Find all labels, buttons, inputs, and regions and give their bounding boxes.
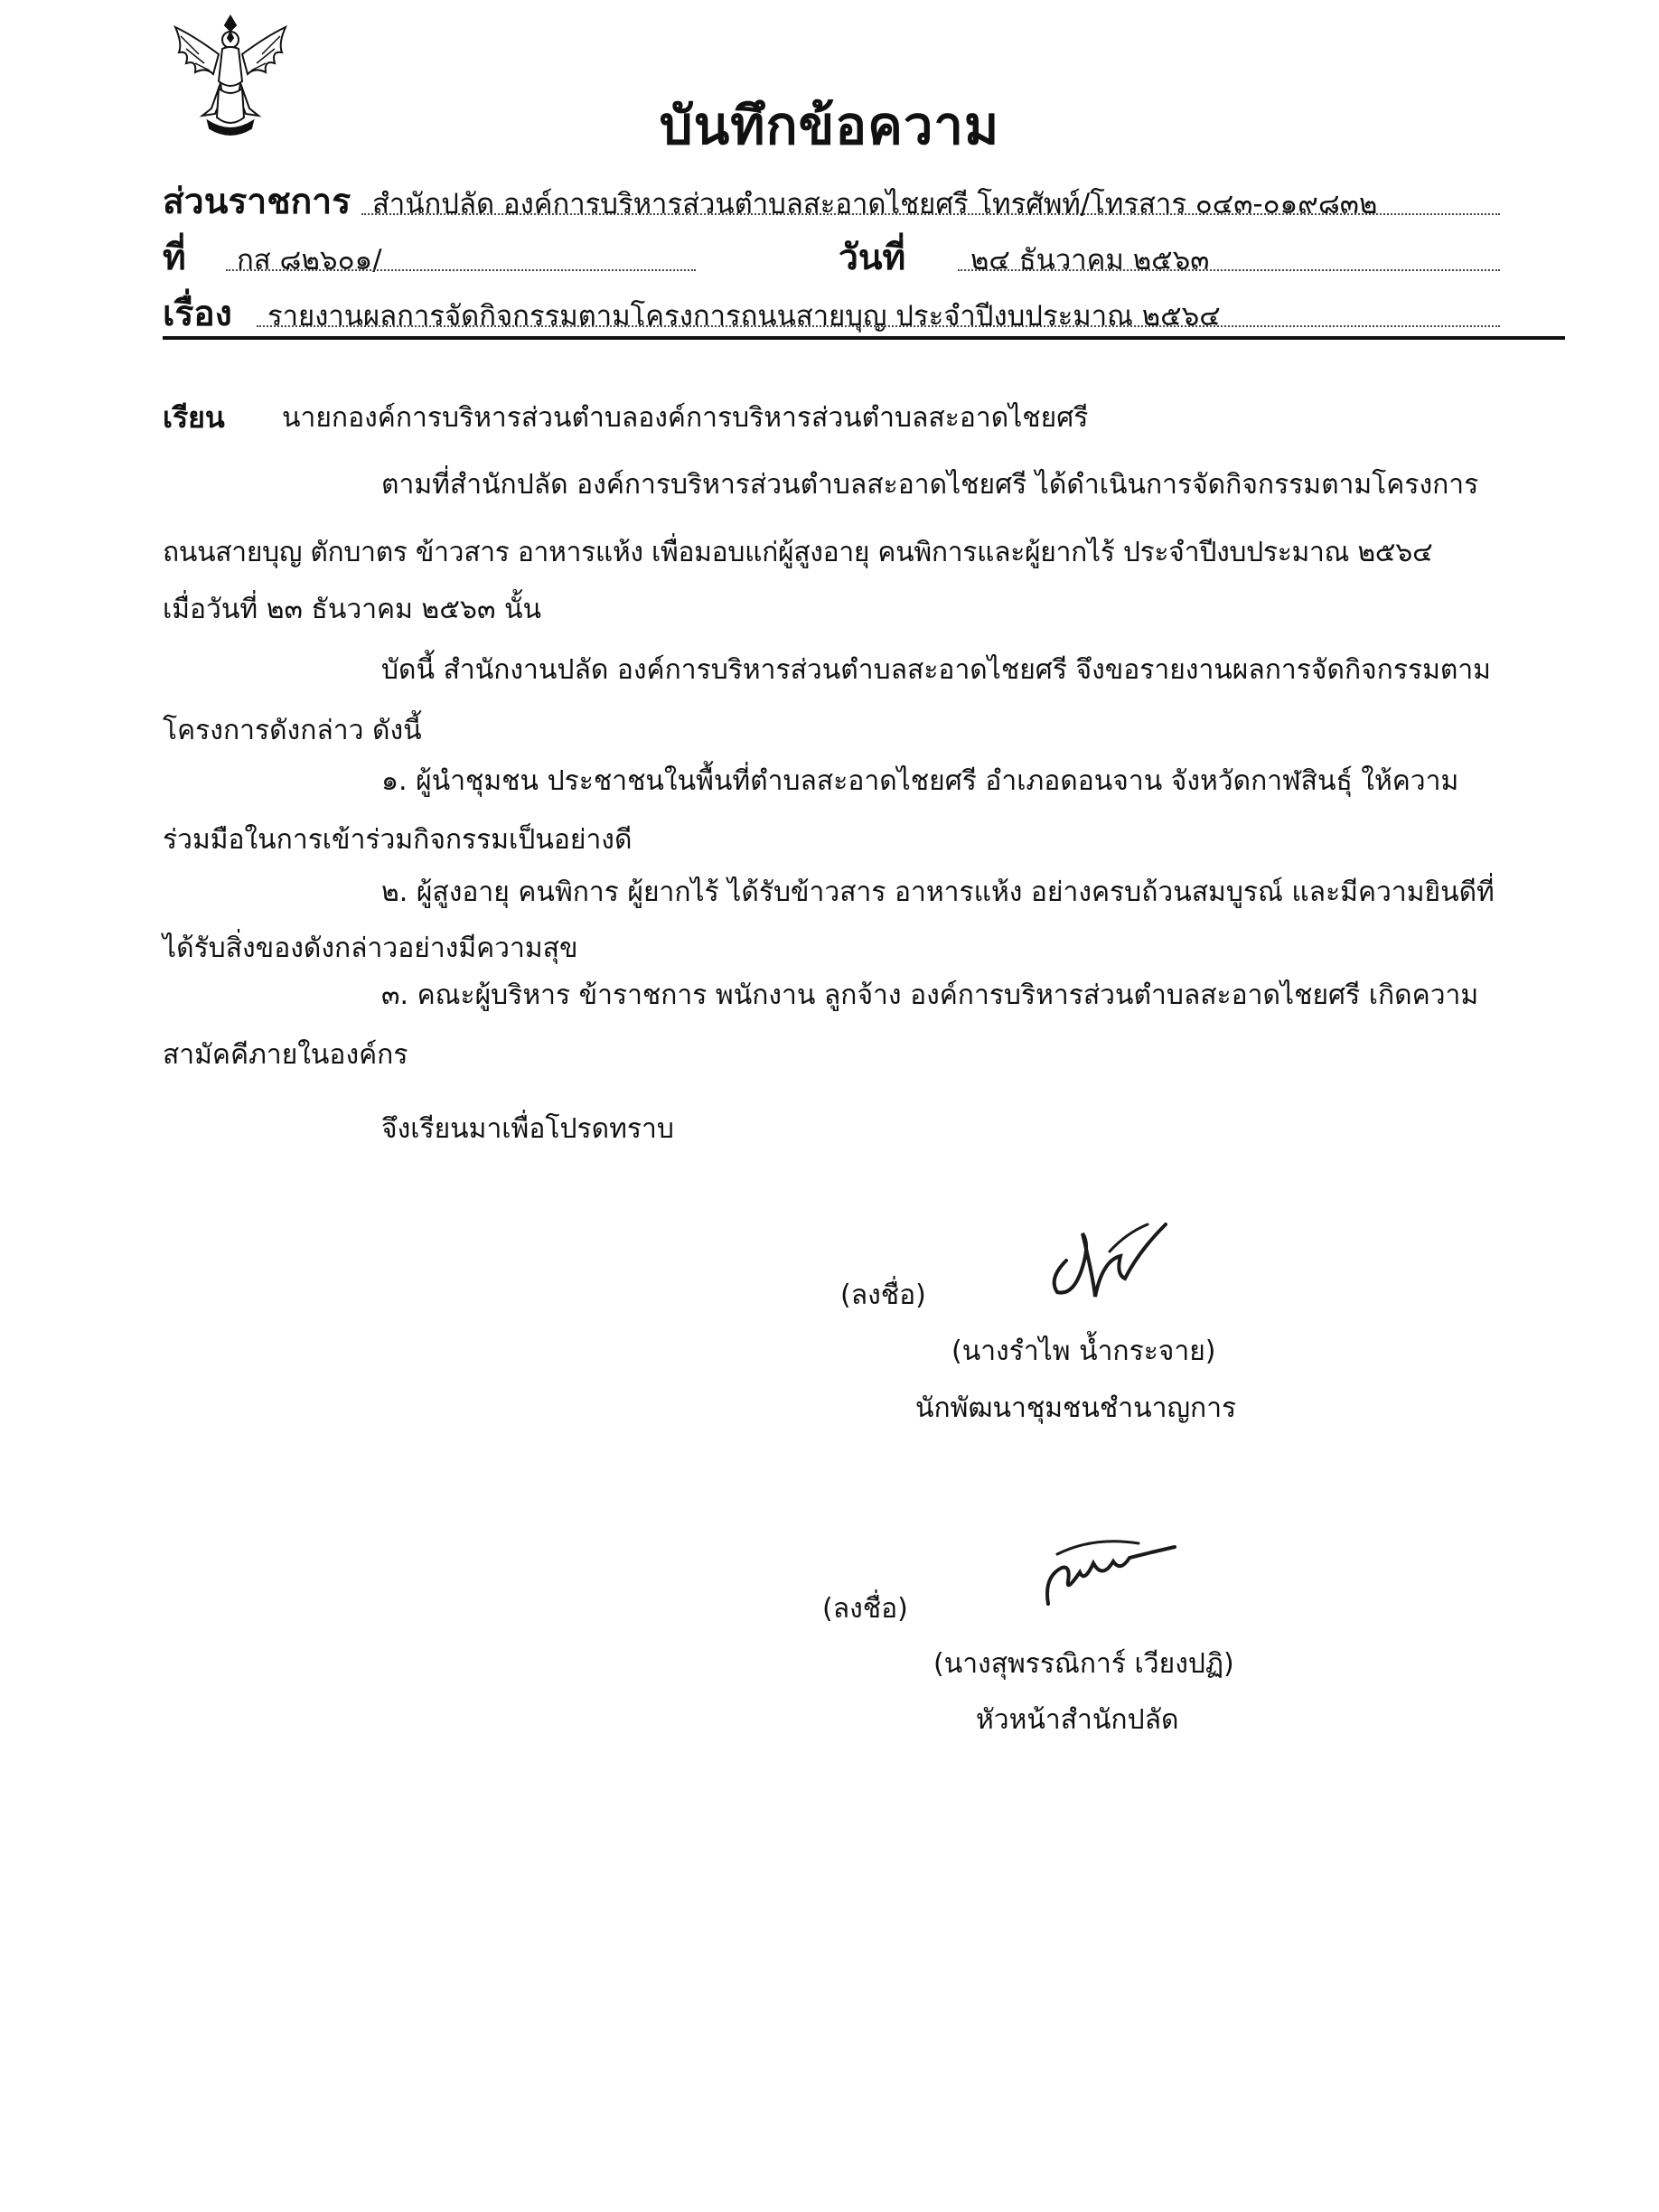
memo-title: บันทึกข้อความ (659, 95, 1000, 156)
header-divider (163, 336, 1565, 340)
date-value: ๒๔ ธันวาคม ๒๕๖๓ (970, 244, 1210, 276)
para2-line2: โครงการดังกล่าว ดังนี้ (163, 715, 422, 746)
signature-2-name: (นางสุพรรณิการ์ เวียงปฏิ) (933, 1648, 1234, 1680)
salutation-value: นายกองค์การบริหารส่วนตำบลองค์การบริหารส่วนตำบลสะอาดไชยศรี (282, 402, 1089, 434)
closing-line: จึงเรียนมาเพื่อโปรดทราบ (381, 1113, 674, 1145)
signature-1-icon (1039, 1206, 1175, 1306)
ref-value: กส ๘๒๖๐๑/ (237, 244, 382, 276)
item1-line2: ร่วมมือในการเข้าร่วมกิจกรรมเป็นอย่างดี (163, 824, 633, 856)
signature-2-label: (ลงชื่อ) (822, 1593, 908, 1625)
subject-label: เรื่อง (163, 294, 232, 334)
salutation-label: เรียน (163, 400, 225, 435)
signature-2-position: หัวหน้าสำนักปลัด (976, 1704, 1179, 1736)
item3-line2: สามัคคีภายในองค์กร (163, 1039, 408, 1071)
date-label: วันที่ (839, 238, 906, 278)
para1-line2: ถนนสายบุญ ตักบาตร ข้าวสาร อาหารแห้ง เพื่อมอบแก่ผู้สูงอายุ คนพิการและผู้ยากไร้ ประจำปีงบประมาณ ๒๕๖๔ (163, 537, 1433, 568)
para2-line1: บัดนี้ สำนักงานปลัด องค์การบริหารส่วนตำบลสะอาดไชยศรี จึงขอรายงานผลการจัดกิจกรรมตาม (381, 654, 1491, 686)
date-dotted-line (958, 269, 1500, 271)
ref-dotted-line (226, 269, 696, 271)
department-value: สำนักปลัด องค์การบริหารส่วนตำบลสะอาดไชยศรี โทรศัพท์/โทรสาร ๐๔๓-๐๑๙๘๓๒ (372, 188, 1378, 220)
department-label: ส่วนราชการ (163, 182, 351, 222)
item2-line2: ได้รับสิ่งของดังกล่าวอย่างมีความสุข (163, 933, 578, 964)
signature-1-position: นักพัฒนาชุมชนชำนาญการ (915, 1392, 1237, 1424)
signature-2-icon (1030, 1527, 1184, 1617)
subject-value: รายงานผลการจัดกิจกรรมตามโครงการถนนสายบุญ ประจำปีงบประมาณ ๒๕๖๔ (267, 300, 1221, 333)
item2-line1: ๒. ผู้สูงอายุ คนพิการ ผู้ยากไร้ ได้รับข้าวสาร อาหารแห้ง อย่างครบถ้วนสมบูรณ์ และมีความยินดีที่ (381, 876, 1495, 908)
item1-line1: ๑. ผู้นำชุมชน ประชาชนในพื้นที่ตำบลสะอาดไชยศรี อำเภอดอนจาน จังหวัดกาฬสินธุ์ ให้ความ (381, 765, 1459, 797)
para1-line3: เมื่อวันที่ ๒๓ ธันวาคม ๒๕๖๓ นั้น (163, 594, 542, 625)
para1-line1: ตามที่สำนักปลัด องค์การบริหารส่วนตำบลสะอาดไชยศรี ได้ดำเนินการจัดกิจกรรมตามโครงการ (381, 469, 1479, 501)
item3-line1: ๓. คณะผู้บริหาร ข้าราชการ พนักงาน ลูกจ้าง องค์การบริหารส่วนตำบลสะอาดไชยศรี เกิดความ (381, 979, 1479, 1011)
department-dotted-line (361, 213, 1500, 215)
signature-1-name: (นางรำไพ น้ำกระจาย) (951, 1336, 1216, 1367)
signature-1-label: (ลงชื่อ) (840, 1279, 926, 1311)
subject-dotted-line (257, 325, 1500, 327)
ref-label: ที่ (163, 238, 186, 278)
